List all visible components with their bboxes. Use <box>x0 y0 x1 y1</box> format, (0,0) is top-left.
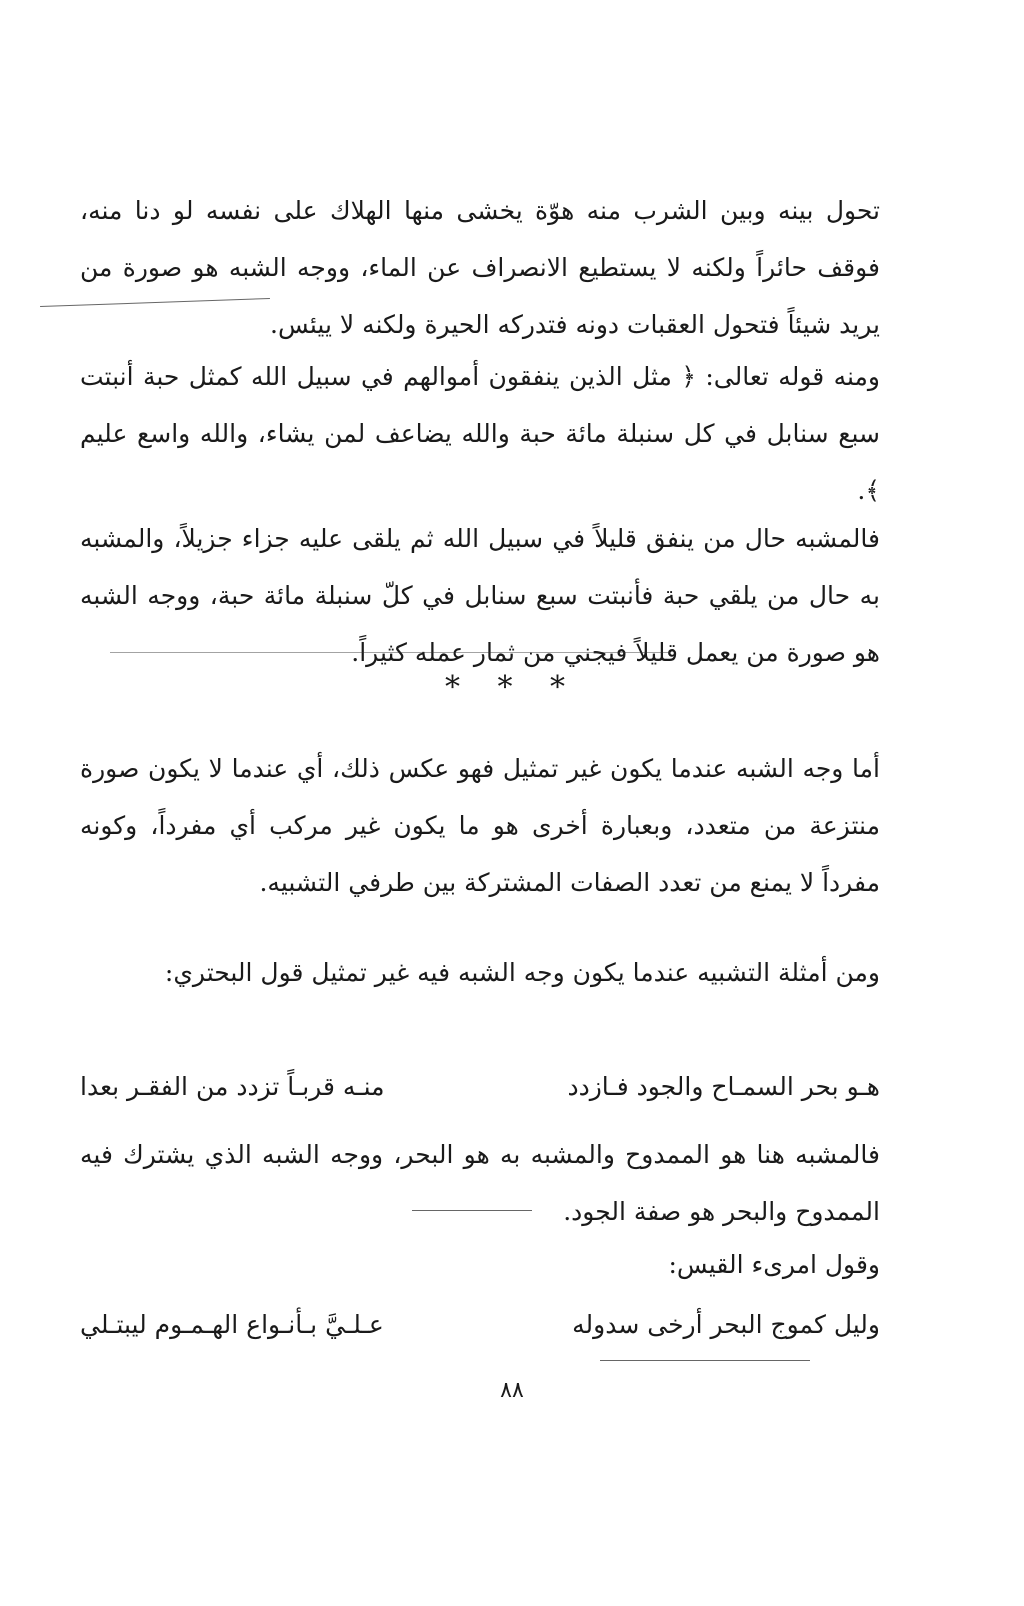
verse-first-hemistich: وليل كموج البحر أرخى سدوله <box>572 1310 880 1339</box>
verse-second-hemistich: منـه قربـاً تزدد من الفقـر بعدا <box>80 1072 385 1101</box>
paragraph-imru-al-qais-intro: وقول امرىء القيس: <box>668 1250 880 1279</box>
paragraph-buhturi-intro: ومن أمثلة التشبيه عندما يكون وجه الشبه فيه غير تمثيل قول البحتري: <box>164 958 880 987</box>
verse-first-hemistich: هـو بحر السمـاح والجود فـازدد <box>567 1072 880 1101</box>
paragraph-quran-verse: ومنه قوله تعالى: ﴿ مثل الذين ينفقون أموالهم في سبيل الله كمثل حبة أنبتت سبع سنابل في كل سنبلة مائة حبة والله يضاعف لمن يشاء، والله واسع عليم ﴾. <box>80 362 880 505</box>
paragraph-rain-explanation: تحول بينه وبين الشرب منه هوّة يخشى منها الهلاك على نفسه لو دنا منه، فوقف حائراً ولكنه لا يستطيع الانصراف عن الماء، ووجه الشبه هو صورة من يريد شيئاً فتحول العقبات دونه فتدركه الحيرة ولكنه لا ييئس. <box>80 196 880 339</box>
pencil-underline <box>600 1360 810 1361</box>
verse-buhturi <box>80 1062 880 1112</box>
paragraph-spending-simile: فالمشبه حال من ينفق قليلاً في سبيل الله ثم يلقى عليه جزاء جزيلاً، والمشبه به حال من يلقي حبة فأنبتت سبع سنابل في كلّ سنبلة مائة حبة، ووجه الشبه هو صورة من يعمل قليلاً فيجني من ثمار عمله كثيراً. <box>80 524 880 667</box>
paragraph-buhturi-explanation: فالمشبه هنا هو الممدوح والمشبه به هو البحر، ووجه الشبه الذي يشترك فيه الممدوح والبحر هو صفة الجود. <box>80 1140 880 1226</box>
paragraph-non-representative-simile: أما وجه الشبه عندما يكون غير تمثيل فهو عكس ذلك، أي عندما لا يكون صورة منتزعة من متعدد، وبعبارة أخرى هو ما يكون غير مركب أي مفرداً، وكونه مفرداً لا يمنع من تعدد الصفات المشتركة بين طرفي التشبيه. <box>80 754 880 897</box>
section-separator: * * * <box>444 670 580 705</box>
verse-imru-al-qais <box>80 1300 880 1350</box>
page-number: ٨٨ <box>500 1378 524 1403</box>
pencil-underline <box>110 652 670 653</box>
verse-second-hemistich: عـلـيَّ بـأنـواع الهـمـوم ليبتـلي <box>80 1310 384 1339</box>
pencil-underline <box>412 1210 532 1211</box>
